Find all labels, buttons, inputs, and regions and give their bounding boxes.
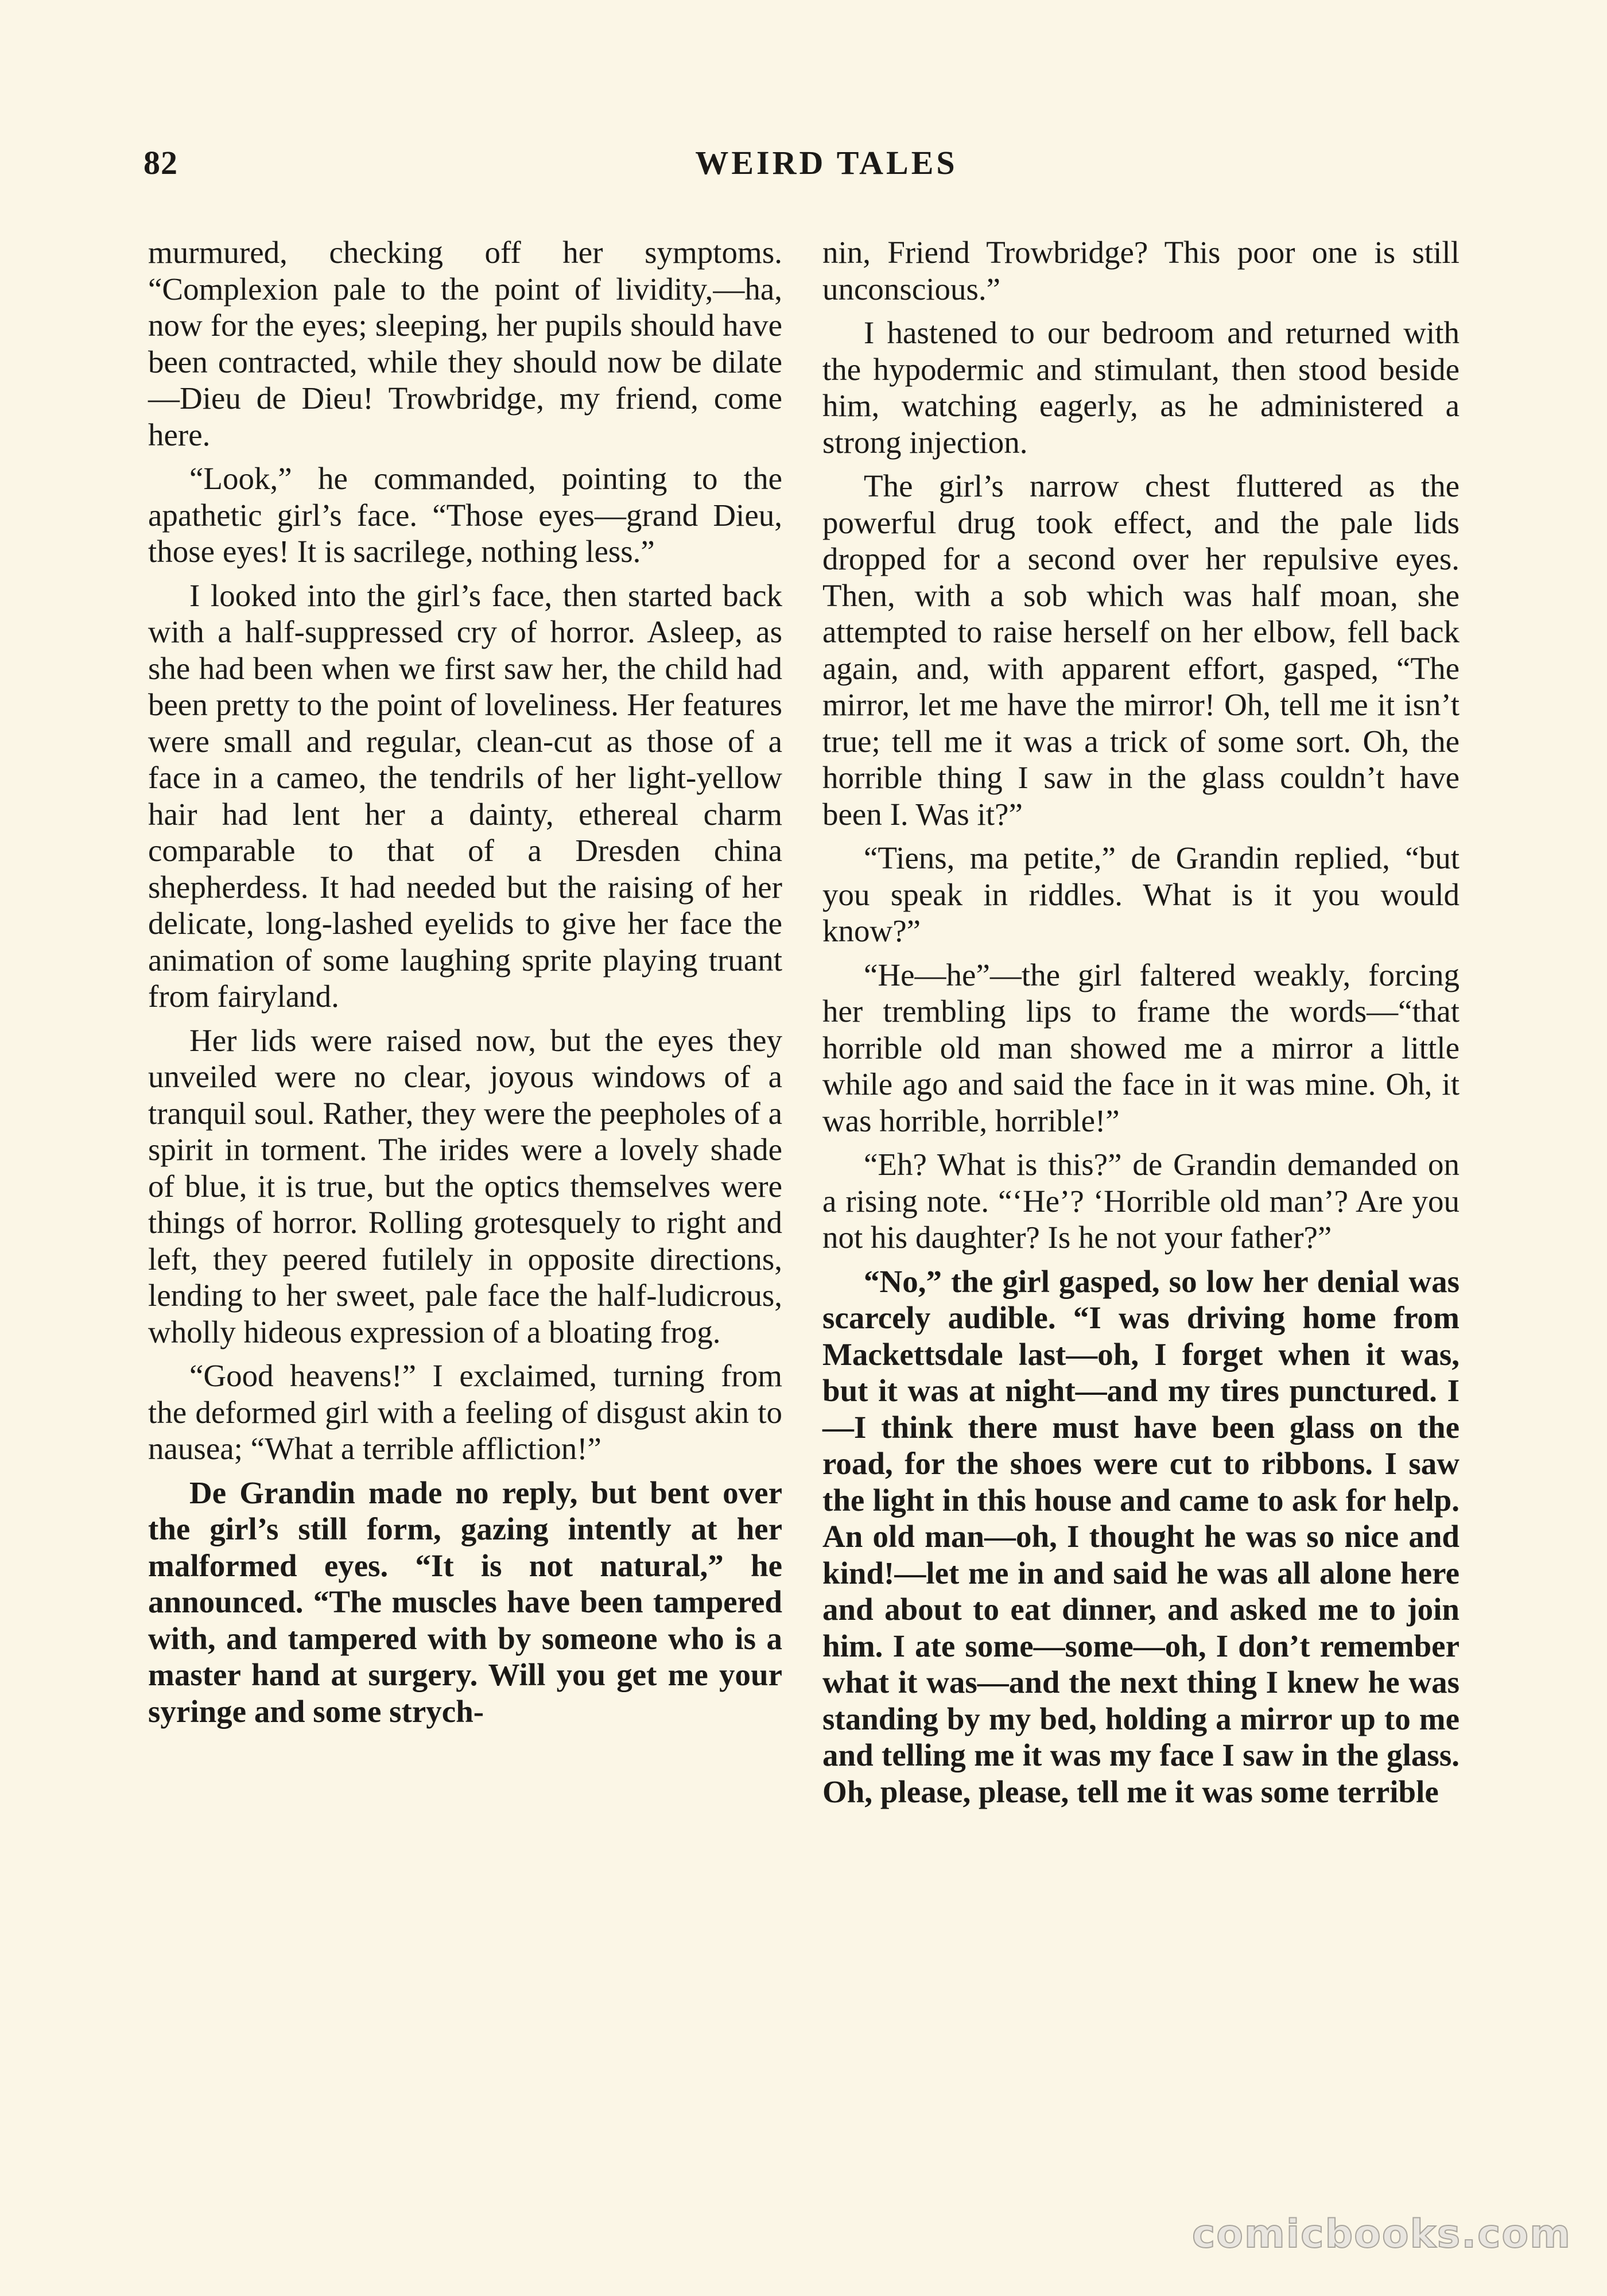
right-column — [822, 234, 1460, 1817]
paragraph: “He—he”—the girl faltered weakly, forcing her trembling lips to frame the words—“that horrible old man showed me a mirror a little while ago and said the face in it was mine. Oh, it was horrible, horrible!” — [822, 957, 1460, 1138]
paragraph: “No,” the girl gasped, so low her denial was scarcely audible. “I was driving home from Mackettsdale last—oh, I forget when it was, but it was at night—and my tires punctured. I—I think there must have been glass on the road, for the shoes were cut to ribbons. I saw the light in this house and came to ask for help. An old man—oh, I thought he was so nice and kind!—let me in and said he was all alone here and about to eat dinner, and asked me to join him. I ate some—some—oh, I don’t remember what it was—and the next thing I knew he was standing by my bed, holding a mirror up to me and telling me it was my face I saw in the glass. Oh, please, please, tell me it was some terrible — [822, 1263, 1460, 1809]
paragraph: “Eh? What is this?” de Grandin demanded on a rising note. “‘He’? ‘Horrible old man’? Are you not his daughter? Is he not your father?” — [822, 1147, 1460, 1255]
left-column — [148, 234, 782, 1737]
paragraph: Her lids were raised now, but the eyes they unveiled were no clear, joyous windows of a tranquil soul. Rather, they were the peepholes of a spirit in torment. The irides were a lovely shade of blue, it is true, but the optics themselves were things of horror. Rolling grotesquely to right and left, they peered futilely in opposite directions, lending to her sweet, pale face the half-ludicrous, wholly hideous expression of a bloating frog. — [148, 1022, 782, 1349]
paragraph: “Good heavens!” I exclaimed, turning from the deformed girl with a feeling of disgust akin to nausea; “What a terrible affliction!” — [148, 1358, 782, 1466]
paragraph: I looked into the girl’s face, then started back with a half-suppressed cry of horror. Asleep, as she had been when we first saw her, the child had been pretty to the point of loveliness. Her features were small and regular, clean-cut as those of a face in a cameo, the tendrils of her light-yellow hair had lent her a dainty, ethereal charm comparable to that of a Dresden china shepherdess. It had needed but the raising of her delicate, long-lashed eyelids to give her face the animation of some laughing sprite playing truant from fairyland. — [148, 577, 782, 1014]
watermark: comicbooks.com — [1191, 2212, 1571, 2257]
paragraph: “Look,” he commanded, pointing to the apathetic girl’s face. “Those eyes—grand Dieu, those eyes! It is sacrilege, nothing less.” — [148, 461, 782, 569]
paragraph: nin, Friend Trowbridge? This poor one is still unconscious.” — [822, 235, 1460, 307]
page-number: 82 — [143, 144, 178, 181]
paragraph: The girl’s narrow chest fluttered as the powerful drug took effect, and the pale lids dropped for a second over her repulsive eyes. Then, with a sob which was half moan, she attempted to raise herself on her elbow, fell back again, and, with apparent effort, gasped, “The mirror, let me have the mirror! Oh, tell me it isn’t true; tell me it was a trick of some sort. Oh, the horrible thing I saw in the glass couldn’t have been I. Was it?” — [822, 468, 1460, 832]
paragraph: murmured, checking off her symptoms. “Complexion pale to the point of lividity,—ha, now for the eyes; sleeping, her pupils should have been contracted, while they should now be dilate—Dieu de Dieu! Trowbridge, my friend, come here. — [148, 235, 782, 452]
paragraph: De Grandin made no reply, but bent over the girl’s still form, gazing intently at her malformed eyes. “It is not natural,” he announced. “The muscles have been tampered with, and tampered with by someone who is a master hand at surgery. Will you get me your syringe and some strych- — [148, 1475, 782, 1729]
paragraph: “Tiens, ma petite,” de Grandin replied, “but you speak in riddles. What is it you would know?” — [822, 840, 1460, 948]
running-head: WEIRD TALES — [695, 144, 958, 181]
paragraph: I hastened to our bedroom and returned with the hypodermic and stimulant, then stood beside him, watching eagerly, as he administered a strong injection. — [822, 315, 1460, 460]
